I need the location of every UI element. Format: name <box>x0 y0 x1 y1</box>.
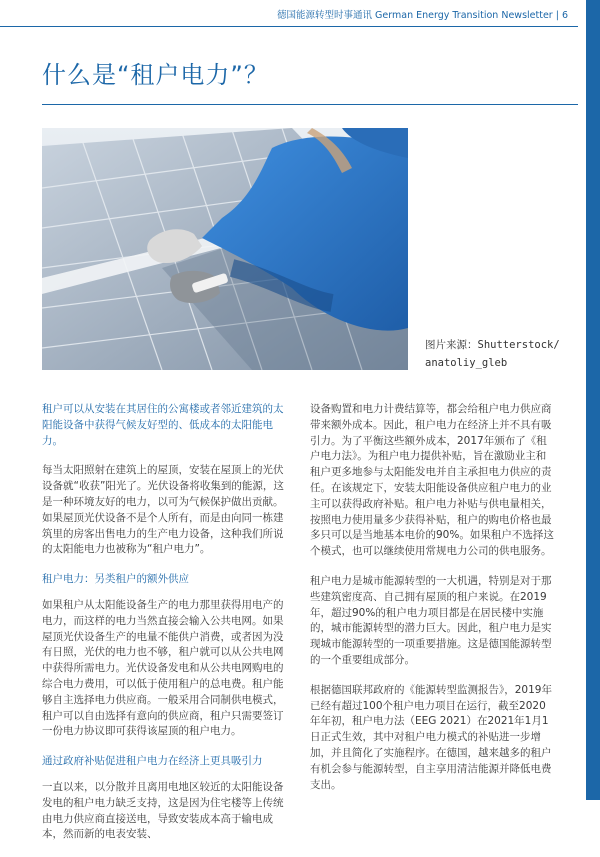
photo-caption: 图片来源：Shutterstock/ anatoliy_gleb <box>425 339 560 369</box>
body-paragraph: 一直以来，以分散并且离用电地区较近的太阳能设备发电的租户电力缺乏支持，这是因为住宅楼等上传统由电力供应商直接送电，导致安装成本高于输电成本，然而新的电表安装、 <box>42 780 284 841</box>
intro-paragraph: 租户可以从安装在其居住的公寓楼或者邻近建筑的太阳能设备中获得气候友好型的、低成本的太阳能电力。 <box>42 403 284 447</box>
body-paragraph: 如果租户从太阳能设备生产的电力那里获得用电产的电力，而这样的电力当然直接会输入公共电网。如果屋顶光伏设备生产的电量不能供户消费，或者因为没有日照，光伏的电力也不够，租户就可以从公共电网中获得所需电力。光伏设备发电和从公共电网购电的综合电力费用，可以低于使用租户的总电费。租户能够自主选择电力供应商。一般采用合同制供电模式，租户可以自由选择有意向的供应商，租户只需要签订一份电力协议即可获得该屋顶的租户电力。 <box>42 598 284 738</box>
newsletter-header: 德国能源转型时事通讯 German Energy Transition Newsletter | 6 <box>277 10 568 21</box>
solar-panel-worker-photo <box>42 128 408 370</box>
right-column <box>310 402 556 807</box>
section-heading: 租户电力：另类租户的额外供应 <box>42 573 189 586</box>
section-heading: 通过政府补贴促进租户电力在经济上更具吸引力 <box>42 755 263 768</box>
header-rule <box>0 26 578 27</box>
body-paragraph: 根据德国联邦政府的《能源转型监测报告》，2019年已经有超过100个租户电力项目在运行，截至2020年年初，租户电力法（EEG 2021）在2021年1月1日正式生效，其中对租户电力模式的补贴进一步增加，并且简化了实施程序。在德国，越来越多的租户有机会参与能源转型，自主享用清洁能源并降低电费支出。 <box>310 683 552 791</box>
body-paragraph: 每当太阳照射在建筑上的屋顶，安装在屋顶上的光伏设备就“收获”阳光了。光伏设备将收集到的能源，这是一种环境友好的电力，以可为气候保护做出贡献。如果屋顶光伏设备不是个人所有，而是由向同一栋建筑里的房客出售电力的生产电力设备，这种我们所说的太阳能电力也被称为“租户电力”。 <box>42 464 284 556</box>
body-paragraph: 设备购置和电力计费结算等，都会给租户电力供应商带来额外成本。因此，租户电力在经济上并不具有吸引力。为了平衡这些额外成本，2017年颁布了《租户电力法》。为租户电力提供补贴，旨在激励业主和租户更多地参与太阳能发电并自主承担电力供应的责任。在该规定下，安装太阳能设备供应租户电力的业主可以获得政府补贴。租户电力补贴与供电量相关，按照电力使用量多少获得补贴，租户的购电价格也最多只可以是当地基本电价的90%。如果租户不选择这个模式，也可以继续使用常规电力公司的供电服务。 <box>310 403 554 558</box>
body-paragraph: 租户电力是城市能源转型的一大机遇，特别是对于那些建筑密度高、自己拥有屋顶的租户来说。在2019年，超过90%的租户电力项目都是在居民楼中实施的，城市能源转型的潜力巨大。因此，租户电力是实现城市能源转型的一项重要措施。这是德国能源转型的一个重要组成部分。 <box>310 574 552 666</box>
title-rule <box>42 104 578 105</box>
side-accent-bar <box>586 0 600 800</box>
page-title: 什么是“租户电力”？ <box>42 61 269 89</box>
left-column <box>42 402 288 857</box>
